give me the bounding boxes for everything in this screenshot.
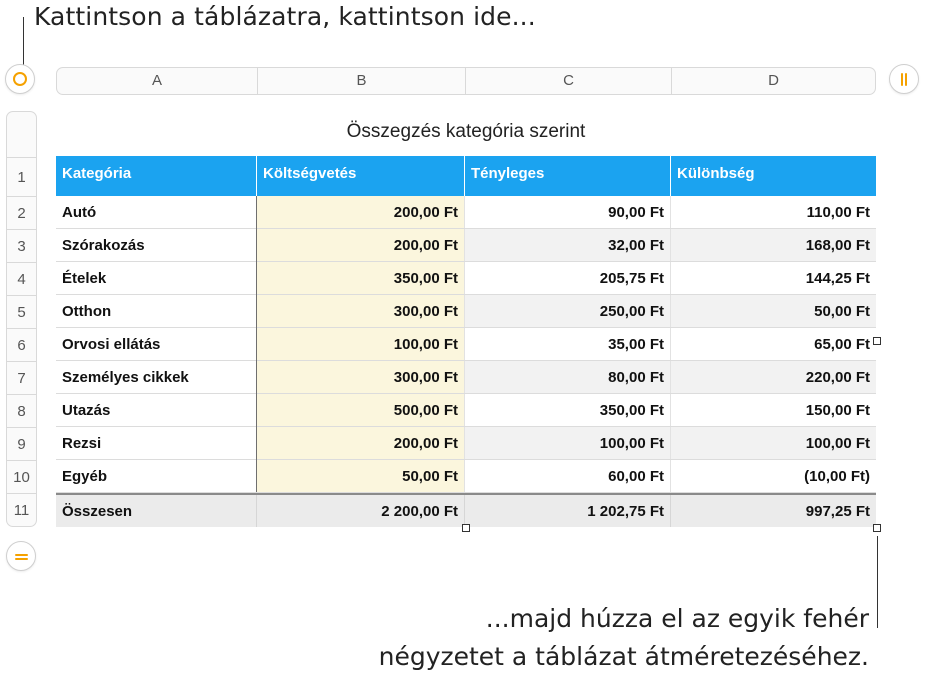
add-row-button[interactable]: [6, 541, 36, 571]
callout-top-leader: [23, 17, 24, 65]
table-cell[interactable]: 100,00 Ft: [257, 328, 465, 360]
column-header-a[interactable]: A: [57, 68, 258, 94]
table-cell[interactable]: 100,00 Ft: [671, 427, 876, 459]
footer-cell[interactable]: 1 202,75 Ft: [465, 495, 671, 527]
table-cell[interactable]: Otthon: [56, 295, 257, 327]
table-cell[interactable]: 60,00 Ft: [465, 460, 671, 492]
table-cell[interactable]: Egyéb: [56, 460, 257, 492]
table-cell[interactable]: 110,00 Ft: [806, 203, 870, 221]
column-header-c[interactable]: C: [466, 68, 672, 94]
table-row: [56, 229, 876, 262]
resize-handle-right[interactable]: [873, 337, 881, 345]
table-footer-row: [56, 493, 876, 527]
table-cell[interactable]: 90,00 Ft: [465, 196, 671, 228]
table-cell[interactable]: Orvosi ellátás: [56, 328, 257, 360]
table-cell[interactable]: Utazás: [56, 394, 257, 426]
table-cell[interactable]: 205,75 Ft: [465, 262, 671, 294]
table-cell[interactable]: Szórakozás: [56, 229, 257, 261]
table-cell[interactable]: Ételek: [56, 262, 257, 294]
table-row: [56, 262, 876, 295]
selection-edge: [256, 196, 257, 492]
table-title[interactable]: Összegzés kategória szerint: [346, 121, 586, 142]
table-cell[interactable]: 35,00 Ft: [465, 328, 671, 360]
table-cell[interactable]: 65,00 Ft: [814, 335, 870, 353]
table-cell[interactable]: 200,00 Ft: [257, 196, 465, 228]
footer-cell[interactable]: 2 200,00 Ft: [257, 495, 465, 527]
table-cell[interactable]: 200,00 Ft: [257, 427, 465, 459]
header-cell[interactable]: Tényleges: [465, 156, 671, 196]
table-row: [56, 394, 876, 427]
add-column-button[interactable]: [889, 64, 919, 94]
table-cell[interactable]: 168,00 Ft: [671, 229, 876, 261]
row-header-1[interactable]: 1: [7, 157, 36, 196]
table-cell[interactable]: 200,00 Ft: [257, 229, 465, 261]
table-cell[interactable]: 100,00 Ft: [465, 427, 671, 459]
row-handle-icon: [15, 554, 28, 556]
column-handle-icon: [901, 73, 903, 86]
row-header-4[interactable]: 4: [7, 262, 36, 295]
table-cell[interactable]: 144,25 Ft: [805, 269, 870, 287]
table-cell[interactable]: 250,00 Ft: [465, 295, 671, 327]
column-header-b[interactable]: B: [258, 68, 466, 94]
table-cell[interactable]: 32,00 Ft: [465, 229, 671, 261]
row-header-8[interactable]: 8: [7, 394, 36, 427]
footer-cell[interactable]: Összesen: [56, 495, 257, 527]
table-cell[interactable]: Rezsi: [56, 427, 257, 459]
row-header-10[interactable]: 10: [7, 460, 36, 493]
row-header-11[interactable]: 11: [7, 493, 36, 526]
table-cell[interactable]: 150,00 Ft: [805, 401, 870, 419]
header-cell[interactable]: Kategória: [56, 156, 257, 196]
callout-bottom-leader: [877, 536, 878, 628]
select-table-button[interactable]: [5, 64, 35, 94]
column-header-d[interactable]: D: [768, 72, 779, 89]
row-header-6[interactable]: 6: [7, 328, 36, 361]
column-header-bar: [56, 67, 876, 95]
row-header-9[interactable]: 9: [7, 427, 36, 460]
callout-bottom-line-2: négyzetet a táblázat átméretezéséhez.: [378, 642, 869, 671]
row-header-7[interactable]: 7: [7, 361, 36, 394]
table-row: [56, 460, 876, 493]
table-row: [56, 196, 876, 229]
table-cell[interactable]: 80,00 Ft: [465, 361, 671, 393]
row-header-3[interactable]: 3: [7, 229, 36, 262]
table-row: [56, 427, 876, 460]
table-cell[interactable]: 50,00 Ft: [671, 295, 876, 327]
column-handle-icon-bar: [905, 73, 907, 86]
row-handle-icon-bar: [15, 558, 28, 560]
table-cell[interactable]: Autó: [56, 196, 257, 228]
resize-handle-corner[interactable]: [873, 524, 881, 532]
row-header-bar: [6, 111, 37, 527]
callout-top-text: Kattintson a táblázatra, kattintson ide...: [34, 2, 536, 31]
table-cell[interactable]: 350,00 Ft: [465, 394, 671, 426]
table-row: [56, 361, 876, 394]
callout-bottom-line-1: ...majd húzza el az egyik fehér: [485, 604, 869, 633]
table-header-row: [56, 156, 876, 196]
resize-handle-bottom[interactable]: [462, 524, 470, 532]
callout-bottom-text: [379, 600, 869, 676]
table-cell[interactable]: 500,00 Ft: [257, 394, 465, 426]
row-header-2[interactable]: 2: [7, 196, 36, 229]
header-cell[interactable]: Költségvetés: [257, 156, 465, 196]
row-header-5[interactable]: 5: [7, 295, 36, 328]
header-cell[interactable]: Különbség: [671, 156, 876, 196]
table-cell[interactable]: 350,00 Ft: [257, 262, 465, 294]
circle-select-icon: [13, 72, 27, 86]
table-cell[interactable]: 220,00 Ft: [671, 361, 876, 393]
table-cell[interactable]: 50,00 Ft: [257, 460, 465, 492]
footer-cell[interactable]: 997,25 Ft: [805, 502, 870, 520]
table-cell[interactable]: 300,00 Ft: [257, 295, 465, 327]
table-row: [56, 295, 876, 328]
table-cell[interactable]: 300,00 Ft: [257, 361, 465, 393]
table-row: [56, 328, 876, 361]
table-cell[interactable]: Személyes cikkek: [56, 361, 257, 393]
table-cell-negative[interactable]: (10,00 Ft): [804, 467, 870, 485]
